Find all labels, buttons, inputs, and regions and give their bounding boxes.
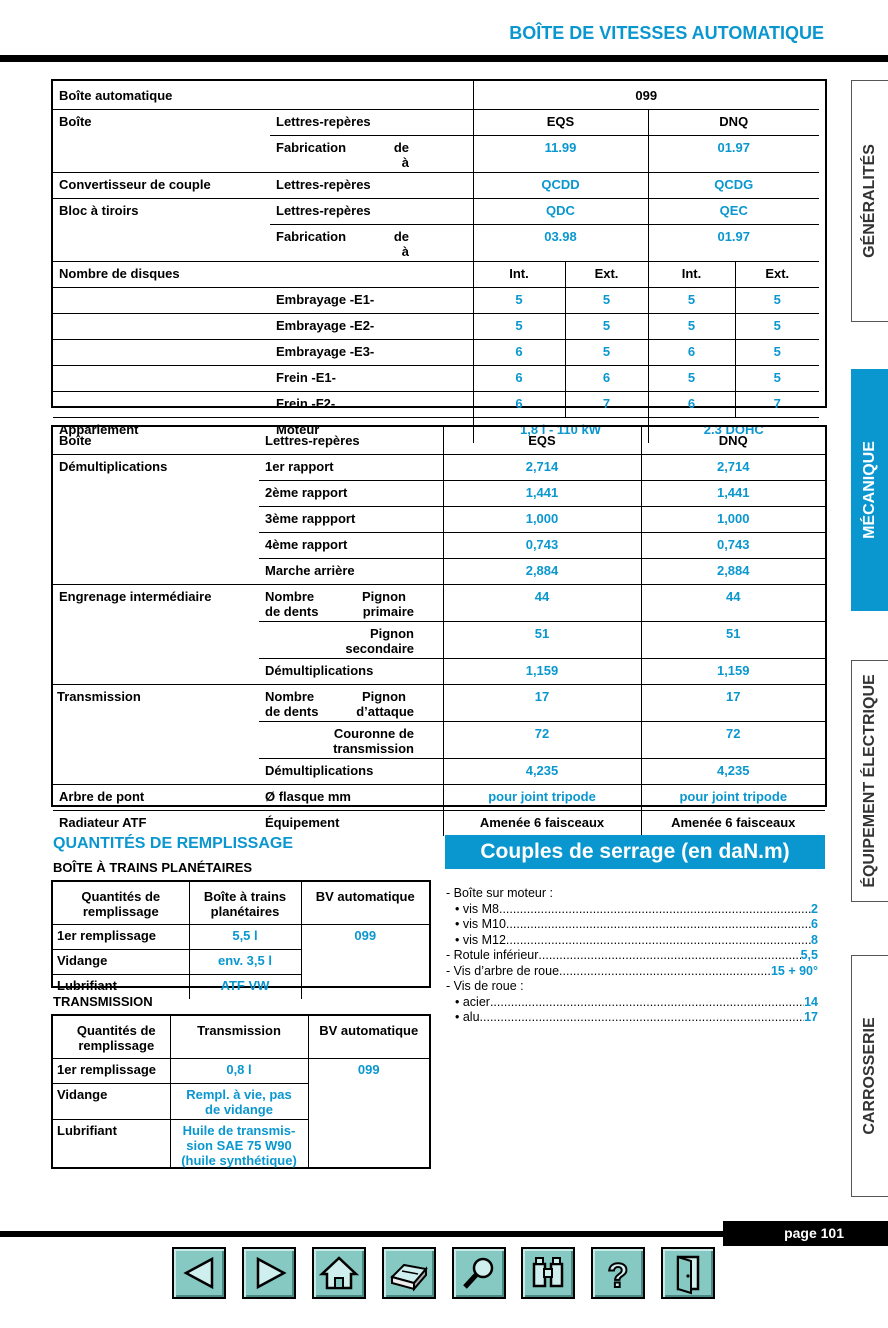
list-item	[446, 917, 818, 933]
cell: 7	[565, 392, 648, 418]
cell: DNQ	[648, 110, 819, 136]
cell: Quantités de remplissage	[53, 1016, 170, 1058]
exit-button[interactable]	[661, 1247, 715, 1299]
cell: QDC	[473, 199, 648, 225]
cell: Nombre	[265, 589, 315, 604]
home-icon	[314, 1249, 364, 1297]
cell: Bloc à tiroirs	[59, 203, 139, 218]
item-value: 2	[811, 901, 818, 916]
cell: Lettres-repères	[270, 110, 473, 136]
cell: transmission	[333, 741, 414, 756]
cell: 099	[473, 81, 819, 110]
cell: Amenée 6 faisceaux	[443, 811, 641, 837]
cell: Ext.	[565, 262, 648, 288]
tab-mecanique[interactable]	[851, 369, 888, 611]
item-label: - Boîte sur moteur :	[446, 886, 553, 900]
item-label: • alu	[455, 1010, 480, 1024]
cell: 1,8 l - 110 kW	[473, 418, 648, 444]
item-value: 14	[804, 994, 818, 1009]
cell: 1,000	[641, 507, 825, 533]
cell: 5	[735, 314, 819, 340]
cell: 6	[473, 392, 565, 418]
cell: Pignon	[361, 589, 406, 604]
cell: Quantités de remplissage	[53, 882, 189, 924]
cell: 7	[735, 392, 819, 418]
list-item	[446, 964, 818, 980]
cell: Radiateur ATF	[59, 815, 147, 830]
section-title-quantites: QUANTITÉS DE REMPLISSAGE	[53, 835, 294, 852]
cell: Lubrifiant	[53, 974, 189, 999]
cell: 17	[641, 685, 825, 722]
cell: primaire	[362, 604, 414, 619]
svg-text:?: ?	[607, 1257, 629, 1295]
cell: Nombre de disques	[53, 262, 270, 288]
cell: Démultiplications	[259, 759, 443, 785]
cell: 1,441	[641, 481, 825, 507]
cell: 5	[565, 340, 648, 366]
cell: Moteur	[270, 418, 473, 444]
cell: Équipement	[259, 811, 443, 837]
cell: Boîte	[59, 114, 92, 129]
binoculars-icon	[523, 1249, 573, 1297]
item-value: 5,5	[800, 948, 818, 962]
cell: Fabrication	[276, 229, 347, 244]
cell: Int.	[648, 262, 735, 288]
cell: 2,884	[641, 559, 825, 585]
list-item	[446, 902, 818, 918]
cell: BV automatique	[301, 882, 429, 924]
cell: Convertisseur de couple	[53, 173, 270, 199]
search-button[interactable]	[452, 1247, 506, 1299]
cell: Amenée 6 faisceaux	[671, 815, 796, 830]
cell: 6	[473, 366, 565, 392]
cell: d’attaque	[356, 704, 414, 719]
cell: 5	[648, 314, 735, 340]
cell: 099	[357, 1061, 380, 1077]
cell: Lettres-repères	[259, 427, 443, 455]
cell: 51	[443, 622, 641, 659]
list-item	[446, 1010, 818, 1026]
cell: de dents	[265, 704, 319, 719]
cell: QCDD	[473, 173, 648, 199]
cell: env. 3,5 l	[189, 949, 301, 974]
cell: 03.98	[473, 225, 648, 262]
item-label: - Rotule inférieur	[446, 948, 539, 962]
cell: 01.97	[648, 225, 819, 262]
help-icon	[593, 1249, 643, 1297]
binoculars-button[interactable]	[521, 1247, 575, 1299]
next-button[interactable]	[242, 1247, 296, 1299]
cell: Marche arrière	[259, 559, 443, 585]
cell: Boîte automatique	[53, 81, 270, 110]
table-quantites-transmission	[53, 1016, 429, 1169]
cell: 0,8 l	[170, 1058, 308, 1083]
cell: Boîte à trains planétaires	[189, 882, 301, 924]
table-row	[53, 559, 825, 585]
item-label: • vis M12	[455, 932, 506, 947]
cell: 44	[641, 585, 825, 622]
list-item	[446, 995, 818, 1011]
cell: EQS	[443, 427, 641, 455]
cell: Transmission	[57, 689, 141, 704]
previous-button[interactable]	[172, 1247, 226, 1299]
cell: 1er remplissage	[53, 1058, 170, 1083]
item-value: 17	[804, 1010, 818, 1024]
table-row	[53, 481, 825, 507]
cell: pour joint tripode	[443, 785, 641, 811]
print-icon	[384, 1249, 434, 1297]
table-row	[53, 533, 825, 559]
table-row	[53, 288, 819, 314]
cell: 4,235	[641, 759, 825, 785]
cell: 72	[443, 722, 641, 759]
list-item	[446, 948, 818, 964]
cell: de	[393, 140, 409, 155]
cell: EQS	[473, 110, 648, 136]
cell: Vidange	[53, 1083, 170, 1119]
list-item	[446, 933, 818, 949]
table-gearbox-specs	[53, 81, 819, 443]
cell: 5	[473, 314, 565, 340]
cell: 11.99	[473, 136, 648, 173]
cell: 0,743	[641, 533, 825, 559]
page-title: BOÎTE DE VITESSES AUTOMATIQUE	[509, 23, 824, 43]
cell: 5	[565, 288, 648, 314]
page-number: page 101	[723, 1221, 888, 1246]
table-row	[53, 507, 825, 533]
tab-generalites[interactable]	[851, 80, 888, 322]
cell: Frein -F2-	[270, 392, 473, 418]
cell: 5	[565, 314, 648, 340]
cell: Ext.	[735, 262, 819, 288]
item-label: • vis M10	[455, 917, 506, 931]
cell: 4,235	[443, 759, 641, 785]
item-label: - Vis d’arbre de roue	[446, 963, 560, 978]
cell: Arbre de pont	[53, 785, 259, 811]
cell: 51	[641, 622, 825, 659]
tab-label: MÉCANIQUE	[861, 441, 878, 539]
cell: à	[401, 244, 409, 259]
cell: 1,000	[443, 507, 641, 533]
cell: de	[393, 229, 409, 244]
top-divider	[0, 55, 888, 62]
search-icon	[454, 1249, 504, 1297]
cell: 5	[735, 366, 819, 392]
cell: Transmission	[170, 1016, 308, 1058]
cell: 2,714	[641, 455, 825, 481]
cell: 1,159	[641, 659, 825, 685]
cell: 0,743	[443, 533, 641, 559]
list-item	[446, 886, 818, 902]
table-row	[53, 455, 825, 481]
cell: 5	[735, 340, 819, 366]
cell: QEC	[648, 199, 819, 225]
item-label: - Vis de roue :	[446, 979, 524, 993]
cell: 2ème rapport	[259, 481, 443, 507]
cell: Frein -E1-	[270, 366, 473, 392]
cell: Démultiplications	[59, 459, 168, 474]
cell: 5	[735, 288, 819, 314]
next-icon	[244, 1249, 294, 1297]
cell: 1er rapport	[259, 455, 443, 481]
cell: ATF VW	[189, 974, 301, 999]
exit-icon	[663, 1249, 713, 1297]
cell: QCDG	[648, 173, 819, 199]
tab-label: CARROSSERIE	[861, 1017, 878, 1135]
cell: 4ème rapport	[259, 533, 443, 559]
cell: 5	[473, 288, 565, 314]
table-row	[53, 366, 819, 392]
cell: Embrayage -E3-	[270, 340, 473, 366]
cell: secondaire	[345, 641, 414, 656]
cell: Lubrifiant	[53, 1119, 170, 1169]
cell: 1,159	[443, 659, 641, 685]
cell: Démultiplications	[259, 659, 443, 685]
cell: Lettres-repères	[270, 173, 473, 199]
tab-label: ÉQUIPEMENT ÉLECTRIQUE	[861, 674, 878, 888]
cell: 099	[354, 927, 377, 943]
tab-carrosserie[interactable]	[851, 955, 888, 1197]
cell: 1er remplissage	[53, 924, 189, 949]
item-label: • acier	[455, 994, 490, 1009]
table-ratios	[53, 427, 825, 836]
cell: 5	[648, 288, 735, 314]
cell: 2,714	[443, 455, 641, 481]
item-label: • vis M8	[455, 901, 499, 916]
cell: 2,884	[443, 559, 641, 585]
cell: Vidange	[53, 949, 189, 974]
print-button[interactable]	[382, 1247, 436, 1299]
cell: 72	[641, 722, 825, 759]
cell: Fabrication	[276, 140, 347, 155]
cell: Nombre	[265, 689, 315, 704]
table-row	[53, 392, 819, 418]
tab-equipement-electrique[interactable]	[851, 660, 888, 902]
cell: Lettres-repères	[270, 199, 473, 225]
cell: Embrayage -E2-	[270, 314, 473, 340]
cell: DNQ	[641, 427, 825, 455]
cell: Engrenage intermédiaire	[59, 589, 212, 604]
item-value: 15 + 90°	[770, 963, 818, 978]
cell: 5	[648, 366, 735, 392]
help-button[interactable]	[591, 1247, 645, 1299]
cell: 44	[443, 585, 641, 622]
item-value: 8	[811, 932, 818, 947]
cell: Int.	[473, 262, 565, 288]
cell: Ø flasque mm	[259, 785, 443, 811]
cell: 5,5 l	[189, 924, 301, 949]
cell: 6	[473, 340, 565, 366]
cell: 6	[648, 340, 735, 366]
cell: 17	[443, 685, 641, 722]
cell: Appariement	[59, 422, 139, 437]
subsection-title: BOÎTE À TRAINS PLANÉTAIRES	[53, 860, 253, 875]
torque-list	[446, 886, 818, 1026]
cell: de dents	[265, 604, 319, 619]
cell: Boîte	[53, 427, 259, 455]
cell: Pignon	[361, 689, 406, 704]
cell: 3ème rappport	[259, 507, 443, 533]
cell: Embrayage -E1-	[270, 288, 473, 314]
cell: 6	[565, 366, 648, 392]
cell: Huile de transmis- sion SAE 75 W90 (huile synthétique)	[170, 1119, 308, 1169]
cell: 2.3 DOHC	[703, 422, 764, 437]
cell: à	[401, 155, 409, 170]
cell: pour joint tripode	[641, 785, 825, 811]
cell: BV automatique	[308, 1016, 429, 1058]
cell: 1,441	[443, 481, 641, 507]
home-button[interactable]	[312, 1247, 366, 1299]
couples-title: Couples de serrage (en daN.m)	[445, 835, 825, 869]
table-row	[53, 340, 819, 366]
list-item	[446, 979, 818, 995]
tab-label: GÉNÉRALITÉS	[861, 144, 878, 258]
cell: Rempl. à vie, pas de vidange	[170, 1083, 308, 1119]
cell: 6	[648, 392, 735, 418]
table-row	[53, 314, 819, 340]
cell: Pignon	[369, 626, 414, 641]
table-quantites-boite	[53, 882, 429, 999]
previous-icon	[174, 1249, 224, 1297]
cell: 01.97	[648, 136, 819, 173]
cell: Couronne de	[333, 726, 414, 741]
item-value: 6	[811, 917, 818, 931]
subsection-title: TRANSMISSION	[53, 994, 153, 1009]
